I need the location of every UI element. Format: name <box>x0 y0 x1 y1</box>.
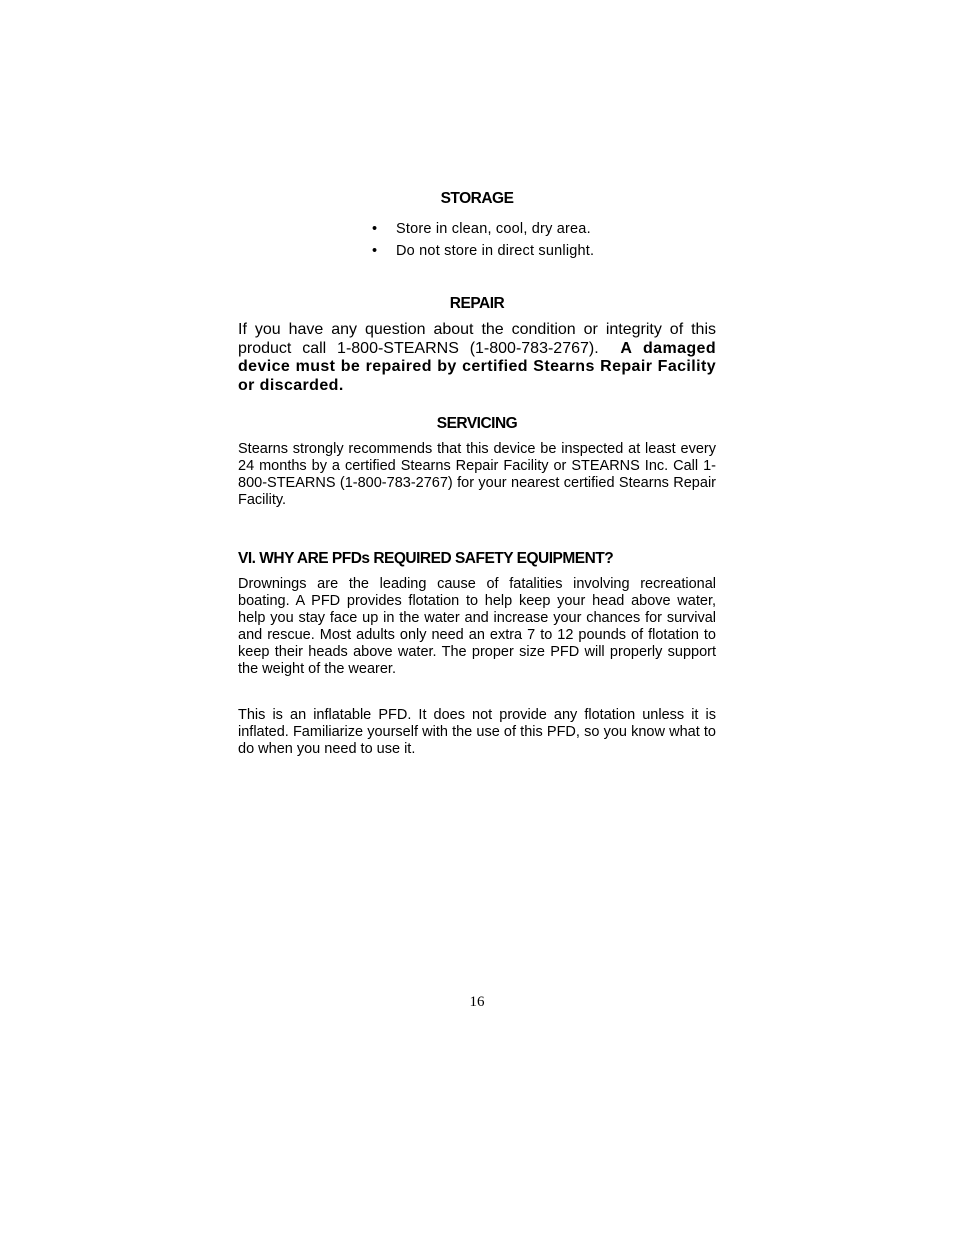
repair-heading: REPAIR <box>449 295 505 312</box>
section-vi <box>238 550 716 758</box>
section-vi-heading: VI. WHY ARE PFDs REQUIRED SAFETY EQUIPMENT? <box>238 550 614 567</box>
servicing-heading: SERVICING <box>436 415 518 432</box>
list-item: • Do not store in direct sunlight. <box>372 240 594 262</box>
section-vi-paragraph-1: Drownings are the leading cause of fatalities involving recreational boating. A PFD provides flotation to help keep your head above water, help you stay face up in the water and increase your chances for survival and rescue. Most adults only need an extra 7 to 12 pounds of flotation to keep their heads above water. The proper size PFD will properly support the weight of the wearer. <box>238 576 716 677</box>
repair-warning: A damaged device must be repaired by certified Stearns Repair Facility or discarded. <box>238 339 717 394</box>
repair-paragraph: If you have any question about the condition or integrity of this product call 1-800-STEARNS (1-800-783-2767). A damaged device must be repaired by certified Stearns Repair Facility or discarded. <box>238 321 717 394</box>
bullet-icon: • <box>372 243 378 259</box>
repair-section <box>238 295 716 395</box>
servicing-section <box>238 415 716 509</box>
page-number: 16 <box>469 994 485 1010</box>
storage-section <box>238 190 716 208</box>
storage-list <box>372 218 594 262</box>
section-vi-paragraph-2: This is an inflatable PFD. It does not provide any flotation unless it is inflated. Familiarize yourself with the use of this PFD, so you know what to do when you need to use it. <box>238 707 716 757</box>
list-item: • Store in clean, cool, dry area. <box>372 218 594 240</box>
servicing-paragraph: Stearns strongly recommends that this device be inspected at least every 24 months by a certified Stearns Repair Facility or STEARNS Inc. Call 1-800-STEARNS (1-800-783-2767) for your nearest certified Stearns Repair Facility. <box>238 441 716 508</box>
storage-heading: STORAGE <box>440 190 514 207</box>
bullet-icon: • <box>372 221 378 237</box>
